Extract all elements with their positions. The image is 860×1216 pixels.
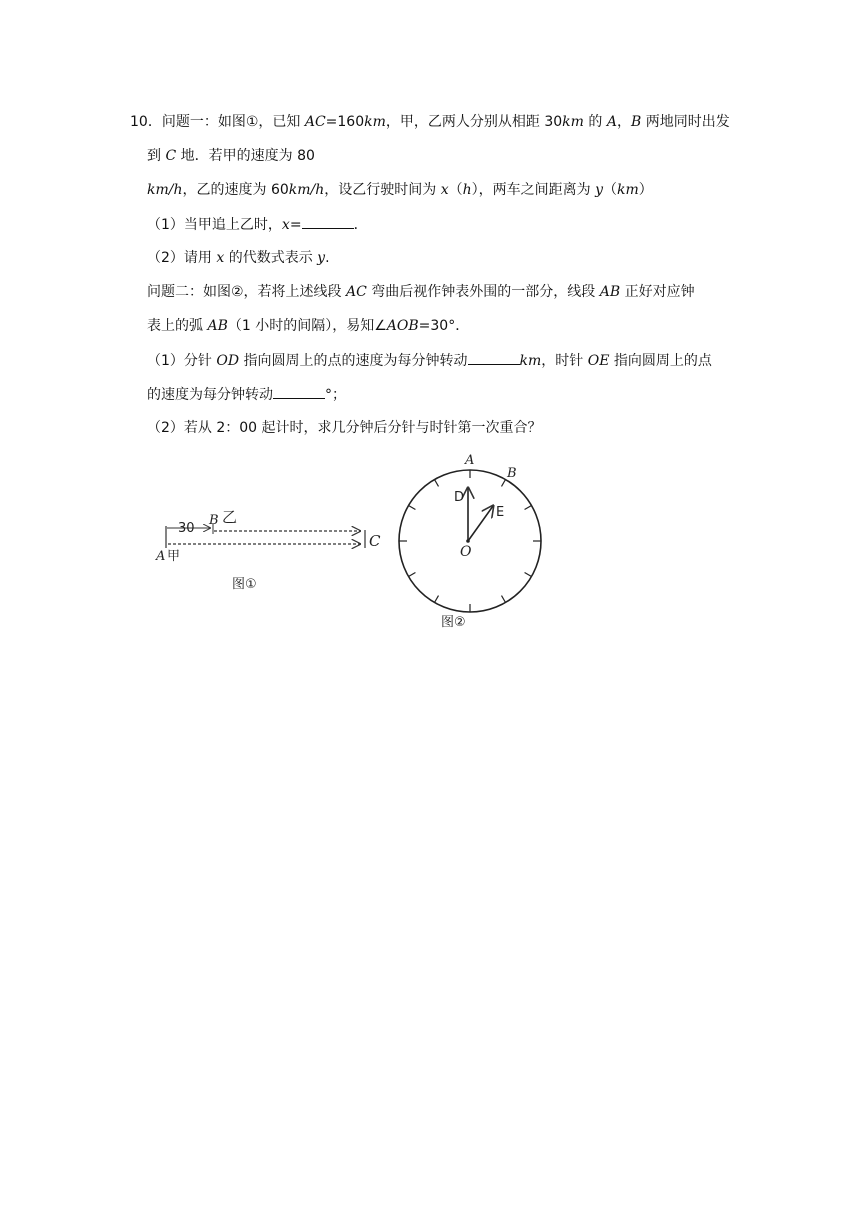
fig2-label-o: O bbox=[460, 544, 472, 560]
clock-tick bbox=[435, 596, 439, 603]
unit-km: km bbox=[519, 353, 542, 369]
hour-hand-oe bbox=[468, 506, 493, 541]
fig2-label-d: D bbox=[454, 490, 465, 505]
fig1-caption: 图① bbox=[232, 577, 257, 592]
text: 的代数式表示 bbox=[224, 250, 318, 266]
fig1-label-30: 30 bbox=[178, 521, 195, 536]
text: （1）当甲追上乙时， bbox=[147, 217, 282, 233]
var-ab: AB bbox=[599, 284, 621, 300]
text: （ bbox=[448, 182, 463, 198]
fig2-caption: 图② bbox=[441, 615, 466, 630]
var-c: C bbox=[165, 148, 177, 164]
text: 问题一：如图①，已知 bbox=[161, 114, 301, 130]
clock-tick bbox=[525, 506, 532, 510]
text: （ bbox=[603, 182, 618, 198]
text: （2）请用 bbox=[147, 250, 217, 266]
var-y: y bbox=[317, 250, 326, 266]
clock-tick bbox=[409, 506, 416, 510]
unit-km: km bbox=[617, 182, 639, 198]
unit-kmh: km/h bbox=[288, 182, 325, 198]
var-ac: AC bbox=[346, 284, 367, 300]
text: =30°． bbox=[418, 318, 470, 334]
clock-face bbox=[399, 470, 541, 612]
fig1-label-c: C bbox=[369, 532, 381, 550]
text: 到 bbox=[147, 148, 166, 164]
text: =160 bbox=[325, 114, 365, 130]
text: 正好对应钟 bbox=[620, 284, 695, 300]
text: ，甲，乙两人分别从相距 30 bbox=[385, 114, 563, 130]
text: °； bbox=[325, 387, 346, 403]
text: 弯曲后视作钟表外围的一部分，线段 bbox=[366, 284, 600, 300]
text: 指向圆周上的点的速度为每分钟转动 bbox=[239, 353, 468, 369]
unit-kmh: km/h bbox=[147, 182, 183, 198]
var-od: OD bbox=[216, 353, 240, 369]
text: 指向圆周上的点 bbox=[609, 353, 712, 369]
text: 地．若甲的速度为 80 bbox=[176, 148, 315, 164]
clock-center bbox=[466, 539, 470, 543]
clock-tick bbox=[502, 596, 506, 603]
clock-tick bbox=[502, 480, 506, 487]
unit-h: h bbox=[462, 182, 472, 198]
text: 问题二：如图②，若将上述线段 bbox=[147, 284, 347, 300]
fig2-label-b: B bbox=[507, 466, 517, 481]
var-oe: OE bbox=[587, 353, 610, 369]
var-a: A bbox=[606, 114, 617, 130]
fig1-label-yi: 乙 bbox=[222, 508, 238, 526]
var-ab: AB bbox=[207, 318, 228, 334]
text: ． bbox=[353, 217, 368, 233]
text: ，时针 bbox=[541, 353, 588, 369]
var-ac: AC bbox=[304, 114, 326, 130]
text: ），两车之间距离为 bbox=[471, 182, 596, 198]
var-y: y bbox=[595, 182, 604, 198]
figure-2 bbox=[399, 453, 541, 630]
var-b: B bbox=[630, 114, 642, 130]
unit-km: km bbox=[364, 114, 386, 130]
text: 两地同时出发 bbox=[641, 114, 730, 130]
problem-number: 10． bbox=[130, 114, 162, 130]
var-x: x bbox=[440, 182, 449, 198]
text: （2）若从 2：00 起计时，求几分钟后分针与时针第一次重合？ bbox=[147, 420, 542, 436]
fig1-label-b: B bbox=[209, 513, 219, 528]
text: （1）分针 bbox=[147, 353, 217, 369]
var-x: x bbox=[281, 217, 290, 233]
unit-km: km bbox=[562, 114, 584, 130]
text: ， bbox=[616, 114, 631, 130]
clock-tick bbox=[435, 480, 439, 487]
text: ，乙的速度为 60 bbox=[182, 182, 289, 198]
text: ，设乙行驶时间为 bbox=[324, 182, 441, 198]
text: = bbox=[289, 217, 302, 233]
var-x: x bbox=[216, 250, 225, 266]
text: （1 小时的间隔），易知∠ bbox=[227, 318, 387, 334]
clock-tick bbox=[409, 573, 416, 577]
var-aob: AOB bbox=[386, 318, 419, 334]
fig1-label-a: A bbox=[156, 549, 166, 564]
text: 的速度为每分钟转动 bbox=[147, 387, 273, 403]
text: . bbox=[325, 250, 330, 266]
text: ） bbox=[638, 182, 653, 198]
fig1-label-jia: 甲 bbox=[167, 549, 181, 564]
text: 的 bbox=[583, 114, 607, 130]
text: 表上的弧 bbox=[147, 318, 208, 334]
fig2-label-a: A bbox=[465, 453, 475, 468]
fig2-label-e: E bbox=[496, 505, 505, 520]
clock-tick bbox=[525, 573, 532, 577]
